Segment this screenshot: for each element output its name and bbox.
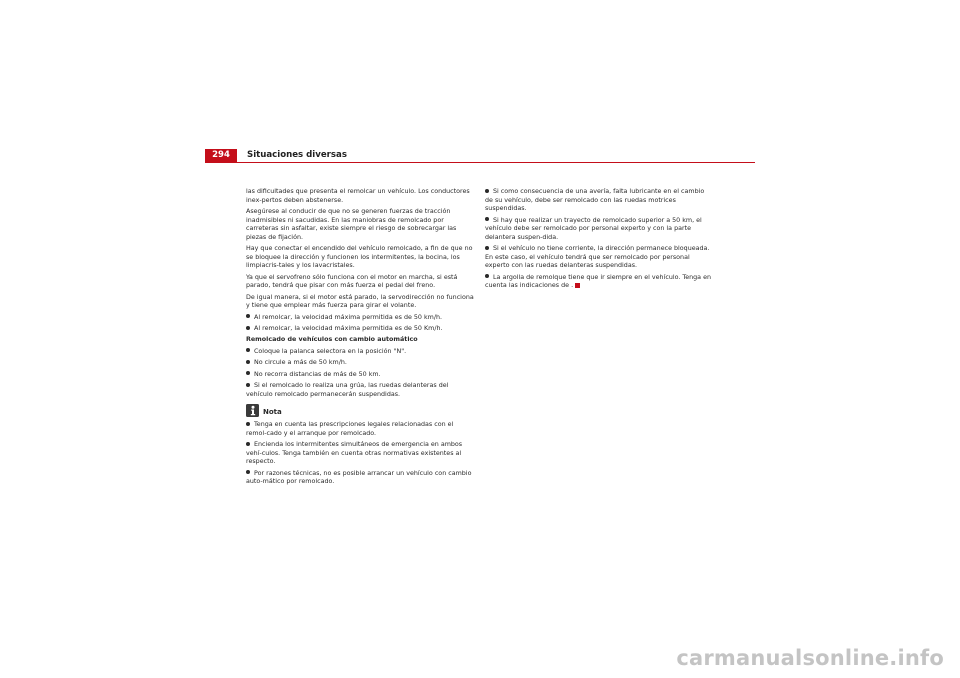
list-item-text: Al remolcar, la velocidad máxima permitida es de 50 km/h. <box>254 313 443 321</box>
list-item-text: Si hay que realizar un trayecto de remolcado superior a 50 km, el vehículo debe ser remolcado por personal experto y con la parte delantera suspen-dida. <box>485 216 702 241</box>
list-item <box>485 245 713 271</box>
list-item <box>485 274 713 291</box>
bullet-icon <box>246 360 250 364</box>
list-item-text: Coloque la palanca selectora en la posición "N". <box>254 347 407 355</box>
list-item-text: Si como consecuencia de una avería, falta lubricante en el cambio de su vehículo, debe ser remolcado con las ruedas motrices suspendidas. <box>485 188 705 213</box>
list-item <box>246 371 474 380</box>
list-item <box>246 421 474 438</box>
bullet-icon <box>485 217 489 221</box>
bullet-icon <box>246 314 250 318</box>
list-item-text: Si el vehículo no tiene corriente, la dirección permanece bloqueada. En este caso, el vehículo tendrá que ser remolcado por personal experto con las ruedas delanteras suspendidas. <box>485 245 710 270</box>
bullet-icon <box>246 348 250 352</box>
right-column <box>485 188 713 294</box>
list-item <box>246 325 474 334</box>
list-item <box>485 188 713 214</box>
section-heading: Remolcado de vehículos con cambio automático <box>246 336 418 344</box>
list-item <box>246 348 474 357</box>
note-info-icon <box>246 404 259 417</box>
chapter-title: Situaciones diversas <box>247 150 347 160</box>
bullet-icon <box>485 274 489 278</box>
list-item-text: Si el remolcado lo realiza una grúa, las ruedas delanteras del vehículo remolcado permanecerán suspendidas. <box>246 382 449 398</box>
list-item <box>246 441 474 467</box>
list-item <box>485 217 713 243</box>
list-item <box>246 359 474 368</box>
bullet-icon <box>246 326 250 330</box>
paragraph: Ya que el servofreno sólo funciona con el motor en marcha, si está parado, tendrá que pisar con más fuerza el pedal del freno. <box>246 273 458 290</box>
list-item-text: Encienda los intermitentes simultáneos de emergencia en ambos vehí-culos. Tenga también en cuenta otras normativas existentes al respecto. <box>246 441 463 466</box>
bullet-icon <box>246 371 250 375</box>
note-title: Nota <box>263 408 282 417</box>
list-item-text: Tenga en cuenta las prescripciones legales relacionadas con el remol-cado y el arranque por remolcado. <box>246 421 454 437</box>
left-column <box>246 188 474 490</box>
page-header <box>205 149 755 163</box>
note-header <box>246 404 474 417</box>
bullet-icon <box>246 442 250 446</box>
bullet-icon <box>246 470 250 474</box>
list-item <box>246 382 474 399</box>
list-item <box>246 470 474 487</box>
watermark: carmanualsonline.info <box>676 646 944 670</box>
list-item-text: No circule a más de 50 km/h. <box>254 359 347 367</box>
paragraph: las dificultades que presenta el remolcar un vehículo. Los conductores inex-pertos deben abstenerse. <box>246 188 470 204</box>
list-item-text: Por razones técnicas, no es posible arrancar un vehículo con cambio auto-mático por remolcado. <box>246 469 472 486</box>
paragraph: Asegúrese al conducir de que no se generen fuerzas de tracción inadmisibles ni sacudidas. En las maniobras de remolcado por carreteras sin asfaltar, existe siempre el riesgo de sobrecargar las piezas de fijación. <box>246 207 457 241</box>
bullet-icon <box>485 189 489 193</box>
end-of-section-icon <box>575 283 580 288</box>
list-item <box>246 314 474 323</box>
list-item-text: La argolla de remolque tiene que ir siempre en el vehículo. Tenga en cuenta las indicaciones de . <box>485 273 711 290</box>
bullet-icon <box>485 246 489 250</box>
list-item-text: Al remolcar, la velocidad máxima permitida es de 50 Km/h. <box>254 325 443 333</box>
list-item-text: No recorra distancias de más de 50 km. <box>254 370 381 378</box>
bullet-icon <box>246 422 250 426</box>
paragraph: De igual manera, si el motor está parado, la servodirección no funciona y tiene que emplear más fuerza para girar el volante. <box>246 293 474 310</box>
page-number: 294 <box>205 149 237 162</box>
paragraph: Hay que conectar el encendido del vehículo remolcado, a fin de que no se bloquee la dirección y funcionen los intermitentes, la bocina, los limpiacris-tales y los lavacristales. <box>246 245 473 270</box>
bullet-icon <box>246 383 250 387</box>
